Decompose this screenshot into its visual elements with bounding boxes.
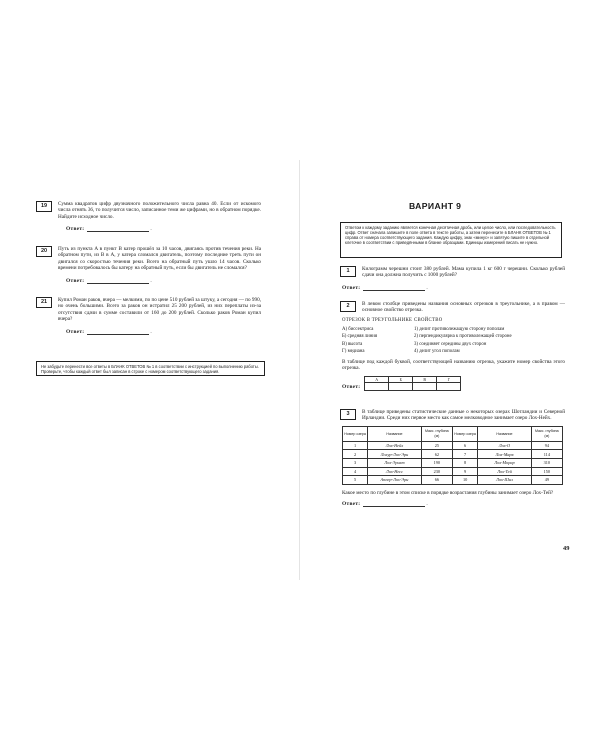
answer-row	[342, 501, 565, 507]
lake-name: Лох-Нейх	[368, 441, 421, 450]
task-number: 19	[36, 201, 52, 212]
task-1	[340, 266, 565, 291]
table-header: Название	[368, 426, 421, 441]
segment-item: А) биссектриса	[342, 326, 374, 332]
task-3	[340, 409, 565, 507]
property-item: 2) перпендикулярна к противолежащей стороне	[414, 334, 512, 340]
matching-columns	[342, 326, 565, 356]
lake-name: Лох-Марв	[478, 450, 531, 459]
lake-depth: 94	[531, 441, 562, 450]
table-row	[343, 441, 563, 450]
answer-field[interactable]	[87, 226, 149, 232]
task-text: В левом столбце приведены названия основных отрезков в треугольнике, а в правом — основное свойство отрезка.	[362, 301, 565, 314]
answer-row	[342, 376, 565, 391]
answer-row	[342, 285, 565, 291]
lake-name: Лох-Морар	[478, 459, 531, 468]
task-19	[36, 201, 261, 232]
task-number: 2	[340, 301, 356, 312]
lake-number: 10	[452, 476, 477, 485]
answer-dot: .	[426, 284, 429, 291]
lake-number: 9	[452, 467, 477, 476]
lake-name: Лох-Тей	[478, 467, 531, 476]
grid-answer-cell[interactable]	[437, 383, 461, 391]
segment-item: В) высота	[342, 341, 363, 347]
answer-grid	[364, 376, 461, 391]
grid-answer-cell[interactable]	[365, 383, 389, 391]
lake-name: Лох-Шил	[478, 476, 531, 485]
property-list	[414, 326, 564, 356]
task-text: Путь из пункта A в пункт B катер прошёл за 10 часов, двигаясь против течения реки. На обратном пути, из B в A, у катера сломался двигатель, поэтому последние треть пути он двигался со скоростью течения реки. Всего на обратный путь ушло 14 часов. Сколько времени потребовалось бы катеру на обратный путь, если бы двигатель не сломался?	[58, 246, 261, 272]
answer-label: Ответ:	[66, 328, 85, 335]
lake-depth: 25	[421, 441, 452, 450]
answer-row	[66, 278, 261, 284]
page-number: 49	[563, 545, 570, 552]
grid-letter: Г	[437, 376, 461, 383]
answer-label: Ответ:	[66, 226, 85, 233]
answer-field[interactable]	[87, 278, 149, 284]
answer-field[interactable]	[363, 285, 425, 291]
task-text: В таблице приведены статистические данные о некоторых озерах Шотландии и Северной Ирландии. Среди них первое место как самое мелководное занимает озеро Лох-Нейх.	[362, 409, 565, 422]
task-text: Сумма квадратов цифр двузначного положительного числа равна 40. Если от искомого числа отнять 36, то получится число, записанное теми же цифрами, но в обратном порядке. Найдите исходное число.	[58, 201, 261, 220]
lake-number: 8	[452, 459, 477, 468]
task-text-outro: В таблице под каждой буквой, соответствующей названию отрезка, укажите номер свойства этого отрезка.	[342, 358, 565, 372]
table-row	[343, 476, 563, 485]
task-2	[340, 301, 565, 391]
task-number: 1	[340, 266, 356, 277]
lake-number: 1	[343, 441, 368, 450]
variant-title: ВАРИАНТ 9	[409, 201, 462, 211]
property-item: 3) соединяет середины двух сторон	[414, 341, 487, 347]
task-question: Какое место по глубине в этом списке в порядке возрастания глубины занимает озеро Лох-Тей?	[342, 489, 554, 496]
lake-name: Лох-Эрихт	[368, 459, 421, 468]
lake-number: 5	[343, 476, 368, 485]
task-number: 20	[36, 246, 52, 257]
answer-row	[66, 226, 261, 232]
lake-depth: 150	[531, 467, 562, 476]
lake-number: 3	[343, 459, 368, 468]
segment-column-header: ОТРЕЗОК В ТРЕУГОЛЬНИКЕ	[342, 317, 413, 323]
instructions-box: Ответом к каждому заданию является конечная десятичная дробь, или целое число, или последовательность цифр. Ответ сначала запишите в поле ответа в тексте работы, а затем перенесите в БЛАНК ОТВЕТОВ № 1 справа от номера соответствующего задания. Каждую цифру, знак «минус» и запятую пишите в отдельной клеточке в соответствии с приведёнными в бланке образцами. Единицы измерений писать не нужно.	[340, 222, 562, 258]
lake-name: Лохур-Лох-Эрн	[368, 450, 421, 459]
table-header: Название	[478, 426, 531, 441]
segment-list	[342, 326, 414, 356]
task-text: Купил Роман раков, вчера — мелкими, по по цене 510 рублей за штуку, а сегодня — по 990, но очень большими. Всего за раков он истратил 25 200 рублей, из них переплаты из-за отсутствия сдачи в сумме составили от 160 до 200 рублей. Сколько раков Роман купил вчера?	[58, 297, 261, 323]
lake-number: 2	[343, 450, 368, 459]
answer-label: Ответ:	[342, 284, 361, 291]
property-item: 1) делит противолежащую сторону пополам	[414, 326, 505, 332]
segment-item: Б) средняя линия	[342, 334, 378, 340]
answer-label: Ответ:	[342, 501, 361, 508]
task-20	[36, 246, 261, 284]
answer-label: Ответ:	[342, 383, 361, 390]
lake-depth: 66	[421, 476, 452, 485]
answer-row	[66, 329, 261, 335]
answer-field[interactable]	[87, 329, 149, 335]
answer-field[interactable]	[363, 501, 425, 507]
grid-answer-cell[interactable]	[389, 383, 413, 391]
table-header: Номер озера	[452, 426, 477, 441]
task-number: 3	[340, 409, 356, 420]
lake-number: 4	[343, 467, 368, 476]
property-item: 4) делит угол пополам	[414, 349, 460, 355]
table-header: Номер озера	[343, 426, 368, 441]
grid-letter: В	[413, 376, 437, 383]
grid-letter: А	[365, 376, 389, 383]
lake-depth: 310	[531, 459, 562, 468]
lake-depth: 190	[421, 459, 452, 468]
lake-depth: 230	[421, 467, 452, 476]
grid-letter: Б	[389, 376, 413, 383]
lake-name: Лох-Несс	[368, 467, 421, 476]
table-row	[343, 450, 563, 459]
grid-answer-cell[interactable]	[413, 383, 437, 391]
table-row	[343, 459, 563, 468]
lake-depth: 49	[531, 476, 562, 485]
answer-label: Ответ:	[66, 277, 85, 284]
lake-name: Лох-О	[478, 441, 531, 450]
answer-dot: .	[426, 501, 429, 508]
task-number: 21	[36, 297, 52, 308]
property-column-header: СВОЙСТВО	[414, 317, 443, 323]
segment-item: Г) медиана	[342, 349, 365, 355]
task-text: Килограмм черешни стоит 380 рублей. Мама купила 1 кг 600 г черешни. Сколько рублей сдачи она должна получить с 1000 рублей?	[362, 266, 565, 279]
task-21	[36, 297, 261, 335]
lake-depth: 114	[531, 450, 562, 459]
lake-number: 7	[452, 450, 477, 459]
answer-dot: .	[150, 277, 153, 284]
answer-dot: .	[150, 226, 153, 233]
answer-dot: .	[150, 328, 153, 335]
lakes-table	[342, 426, 563, 485]
lake-number: 6	[452, 441, 477, 450]
table-row	[343, 467, 563, 476]
lake-depth: 62	[421, 450, 452, 459]
transfer-notice: Не забудьте перенести все ответы в БЛАНК ОТВЕТОВ № 1 в соответствии с инструкцией по выполнению работы. Проверьте, чтобы каждый ответ был записан в строке с номером соответствующего задания.	[36, 361, 265, 376]
table-header: Макс. глубина (м)	[531, 426, 562, 441]
table-header: Макс. глубина (м)	[421, 426, 452, 441]
lake-name: Аппер-Лох-Эрн	[368, 476, 421, 485]
matching-headers	[342, 318, 565, 323]
